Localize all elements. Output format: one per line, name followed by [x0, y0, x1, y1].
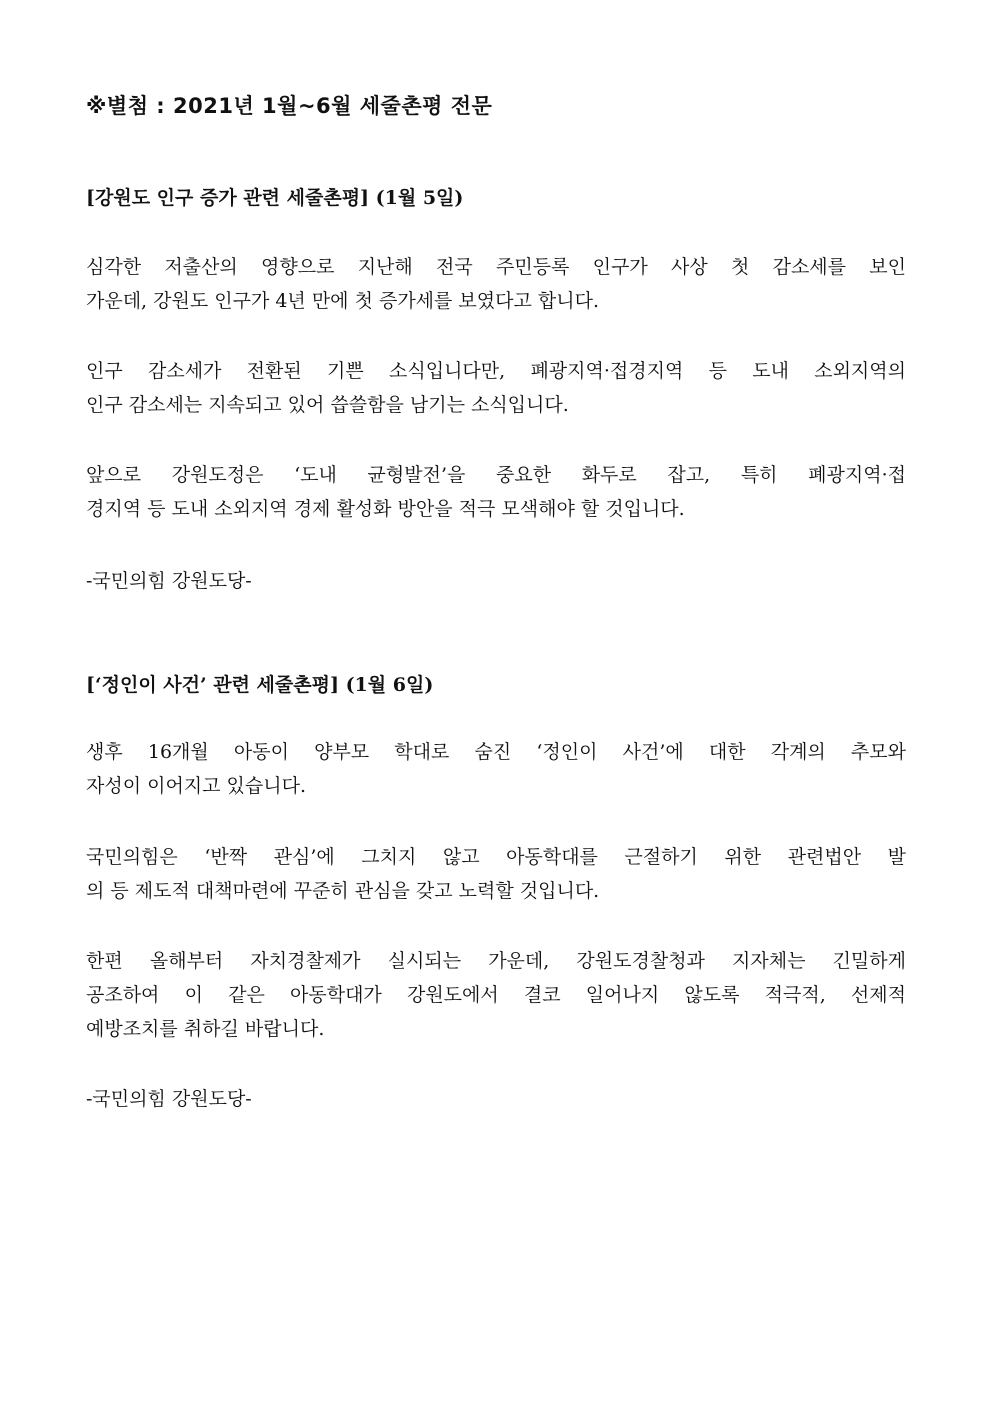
paragraph-line: 인구 감소세가 전환된 기쁜 소식입니다만, 폐광지역·접경지역 등 도내 소외지역의 — [86, 360, 906, 382]
paragraph-line: 의 등 제도적 대책마련에 꾸준히 관심을 갖고 노력할 것입니다. — [86, 880, 600, 902]
paragraph — [86, 944, 906, 1046]
paragraph-line: 경지역 등 도내 소외지역 경제 활성화 방안을 적극 모색해야 할 것입니다. — [86, 498, 685, 520]
signature: -국민의힘 강원도당- — [86, 570, 252, 592]
document-title: ※별첨 : 2021년 1월~6월 세줄촌평 전문 — [86, 94, 493, 118]
section-heading: [‘정인이 사건’ 관련 세줄촌평] (1월 6일) — [86, 674, 434, 696]
signature: -국민의힘 강원도당- — [86, 1088, 252, 1110]
paragraph-line: 앞으로 강원도정은 ‘도내 균형발전’을 중요한 화두로 잡고, 특히 폐광지역·접 — [86, 464, 906, 486]
paragraph — [86, 354, 906, 422]
paragraph — [86, 840, 906, 908]
paragraph-line: 국민의힘은 ‘반짝 관심’에 그치지 않고 아동학대를 근절하기 위한 관련법안 발 — [86, 846, 906, 868]
paragraph-line: 생후 16개월 아동이 양부모 학대로 숨진 ‘정인이 사건’에 대한 각계의 추모와 — [86, 741, 906, 763]
paragraph-line: 인구 감소세는 지속되고 있어 씁쓸함을 남기는 소식입니다. — [86, 394, 569, 416]
paragraph-line: 한편 올해부터 자치경찰제가 실시되는 가운데, 강원도경찰청과 지자체는 긴밀하게 — [86, 950, 906, 972]
paragraph — [86, 250, 906, 318]
paragraph — [86, 735, 906, 803]
section-heading: [강원도 인구 증가 관련 세줄촌평] (1월 5일) — [86, 187, 464, 209]
paragraph-line: 가운데, 강원도 인구가 4년 만에 첫 증가세를 보였다고 합니다. — [86, 290, 599, 312]
paragraph-line: 공조하여 이 같은 아동학대가 강원도에서 결코 일어나지 않도록 적극적, 선제적 — [86, 984, 906, 1006]
paragraph — [86, 458, 906, 526]
paragraph-line: 예방조치를 취하길 바랍니다. — [86, 1018, 325, 1040]
paragraph-line: 심각한 저출산의 영향으로 지난해 전국 주민등록 인구가 사상 첫 감소세를 보인 — [86, 256, 906, 278]
paragraph-line: 자성이 이어지고 있습니다. — [86, 775, 307, 797]
